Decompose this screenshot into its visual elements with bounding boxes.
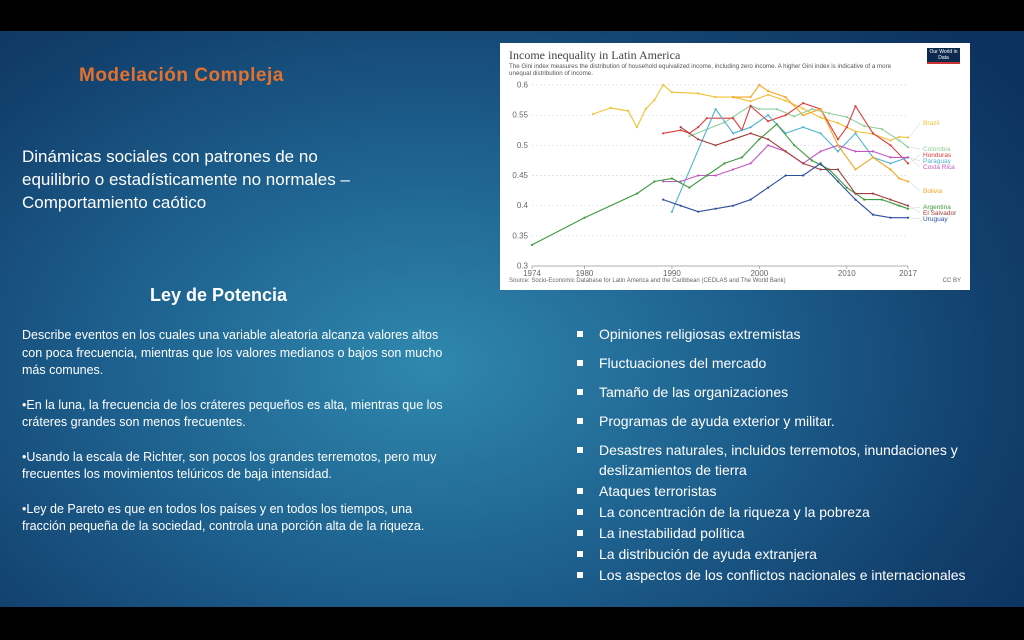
data-point [662, 84, 664, 86]
legend-connector [909, 123, 920, 137]
data-point [872, 214, 874, 216]
data-point [854, 193, 856, 195]
chart-source: Source: Socio-Economic Database for Latin America and the Caribbean (CEDLAS and The World Bank) [509, 278, 786, 284]
series-label: Honduras [923, 152, 952, 159]
data-point [837, 144, 839, 146]
data-point [872, 132, 874, 134]
data-point [662, 199, 664, 201]
data-point [750, 96, 752, 98]
data-point [889, 156, 891, 158]
list-item: Programas de ayuda exterior y militar. [575, 411, 1015, 431]
legend-connector [909, 207, 920, 209]
list-item: La concentración de la riqueza y la pobreza [575, 502, 1015, 522]
x-tick-label: 1990 [663, 269, 681, 278]
data-point [715, 208, 717, 210]
square-bullet-icon [577, 551, 583, 557]
data-point [750, 132, 752, 134]
data-point [531, 244, 533, 246]
data-point [750, 105, 752, 107]
data-point [680, 126, 682, 128]
series-label: Bolivia [923, 188, 943, 195]
data-point [662, 180, 664, 182]
data-point [732, 96, 734, 98]
square-bullet-icon [577, 360, 583, 366]
data-point [907, 162, 909, 164]
owid-logo: Our World in Data [927, 48, 960, 64]
data-point [846, 126, 848, 128]
series-line [532, 124, 908, 245]
data-point [907, 146, 909, 148]
data-point [706, 174, 708, 176]
slide-title: Modelación Compleja [79, 65, 284, 86]
data-point [767, 138, 769, 140]
data-point [820, 132, 822, 134]
x-tick-label: 2000 [750, 269, 769, 278]
data-point [854, 168, 856, 170]
data-point [802, 162, 804, 164]
data-point [662, 132, 664, 134]
legend-connector [909, 218, 920, 219]
series-label: Paraguay [923, 158, 951, 165]
data-point [785, 114, 787, 116]
data-point [854, 150, 856, 152]
data-point [715, 174, 717, 176]
chart-title: Income inequality in Latin America [509, 48, 681, 62]
series-label: Colombia [923, 146, 951, 153]
y-tick-label: 0.6 [516, 80, 528, 90]
data-point [610, 107, 612, 109]
list-item: Ataques terroristas [575, 481, 1015, 501]
series-line [593, 85, 908, 141]
data-point [732, 132, 734, 134]
x-tick-label: 2010 [837, 269, 856, 278]
paragraph-richter: •Usando la escala de Richter, son pocos los grandes terremotos, pero muy frecuentes los movimientos telúricos de baja intensidad. [22, 449, 437, 481]
data-point [863, 125, 865, 127]
data-point [907, 208, 909, 210]
data-point [863, 199, 865, 201]
gini-line-chart [500, 43, 970, 290]
data-point [697, 126, 699, 128]
data-point [898, 205, 900, 207]
square-bullet-icon [577, 389, 583, 395]
series-line [663, 163, 908, 217]
legend-connector [909, 157, 920, 161]
data-point [854, 199, 856, 201]
data-point [889, 144, 891, 146]
data-point [645, 108, 647, 110]
x-tick-label: 2017 [899, 269, 917, 278]
data-point [872, 193, 874, 195]
data-point [846, 187, 848, 189]
series-label: Costa Rica [923, 164, 955, 171]
data-point [820, 162, 822, 164]
data-point [715, 96, 717, 98]
data-point [889, 168, 891, 170]
data-point [592, 113, 594, 115]
data-point [881, 128, 883, 130]
data-point [767, 90, 769, 92]
series-label: El Salvador [923, 210, 957, 217]
y-tick-label: 0.45 [512, 171, 528, 180]
data-point [688, 135, 690, 137]
data-point [907, 156, 909, 158]
data-point [715, 108, 717, 110]
data-point [627, 110, 629, 112]
section-title: Ley de Potencia [150, 285, 288, 305]
data-point [793, 115, 795, 117]
x-tick-label: 1974 [523, 269, 541, 278]
data-point [697, 174, 699, 176]
list-item: Desastres naturales, incluidos terremotos, inundaciones y deslizamientos de tierra [575, 440, 1015, 480]
list-item: Opiniones religiosas extremistas [575, 324, 1015, 344]
data-point [889, 162, 891, 164]
series-label: Uruguay [923, 216, 948, 223]
data-point [811, 159, 813, 161]
data-point [767, 114, 769, 116]
data-point [907, 205, 909, 207]
paragraph-moon-craters: •En la luna, la frecuencia de los cráteres pequeños es alta, mientras que los cráteres grandes son menos frecuentes. [22, 397, 443, 429]
data-point [750, 162, 752, 164]
data-point [802, 126, 804, 128]
data-point [671, 177, 673, 179]
data-point [776, 108, 778, 110]
y-tick-label: 0.3 [516, 261, 528, 271]
data-point [898, 139, 900, 141]
list-item: La inestabilidad política [575, 523, 1015, 543]
data-point [837, 150, 839, 152]
series-label: Brazil [923, 120, 940, 127]
data-point [889, 217, 891, 219]
data-point [872, 156, 874, 158]
data-point [837, 122, 839, 124]
list-item: Fluctuaciones del mercado [575, 353, 1015, 373]
data-point [680, 129, 682, 131]
data-point [636, 126, 638, 128]
data-point [820, 117, 822, 119]
data-point [758, 138, 760, 140]
data-point [636, 193, 638, 195]
legend-connector [909, 182, 920, 191]
data-point [889, 199, 891, 201]
data-point [767, 187, 769, 189]
y-tick-label: 0.5 [516, 140, 528, 150]
slide [0, 31, 1024, 607]
data-point [793, 144, 795, 146]
chart-description: The Gini index measures the distribution of household equivalized income, including zero income. A higher Gini index is indicative of a more unequal distribution of income. [509, 63, 892, 77]
data-point [802, 107, 804, 109]
examples-list [575, 324, 1015, 585]
list-item: Los aspectos de los conflictos nacionales e internacionales [575, 565, 1015, 585]
data-point [802, 174, 804, 176]
data-point [846, 116, 848, 118]
data-point [776, 123, 778, 125]
chart-license: CC BY [942, 278, 961, 284]
data-point [732, 138, 734, 140]
data-point [723, 162, 725, 164]
list-item: La distribución de ayuda extranjera [575, 544, 1015, 564]
series-line [672, 109, 908, 212]
data-point [785, 100, 787, 102]
data-point [758, 84, 760, 86]
data-point [802, 114, 804, 116]
data-point [741, 156, 743, 158]
data-point [907, 136, 909, 138]
data-point [767, 120, 769, 122]
paragraph-definition: Describe eventos en los cuales una variable aleatoria alcanza valores altos con poca frecuencia, mientras que los valores medianos o bajos son mucho más comunes. [22, 328, 443, 377]
power-law-description [22, 327, 452, 553]
series-line [689, 106, 908, 148]
square-bullet-icon [577, 447, 583, 453]
data-point [688, 187, 690, 189]
square-bullet-icon [577, 488, 583, 494]
data-point [907, 180, 909, 182]
data-point [811, 108, 813, 110]
data-point [881, 199, 883, 201]
data-point [802, 102, 804, 104]
data-point [706, 117, 708, 119]
series-label: Argentina [923, 204, 951, 211]
data-point [785, 174, 787, 176]
data-point [697, 211, 699, 213]
square-bullet-icon [577, 572, 583, 578]
data-point [671, 91, 673, 93]
y-tick-label: 0.4 [516, 201, 528, 211]
data-point [680, 205, 682, 207]
data-point [872, 150, 874, 152]
data-point [854, 132, 856, 134]
data-point [671, 211, 673, 213]
legend-connector [909, 147, 920, 149]
data-point [820, 168, 822, 170]
square-bullet-icon [577, 418, 583, 424]
data-point [889, 139, 891, 141]
data-point [898, 136, 900, 138]
data-point [828, 112, 830, 114]
data-point [653, 180, 655, 182]
data-point [697, 92, 699, 94]
data-point [907, 217, 909, 219]
data-point [785, 96, 787, 98]
data-point [767, 94, 769, 96]
data-point [750, 199, 752, 201]
data-point [898, 177, 900, 179]
data-point [820, 108, 822, 110]
data-point [837, 168, 839, 170]
data-point [732, 205, 734, 207]
data-point [837, 138, 839, 140]
paragraph-pareto: •Ley de Pareto es que en todos los países y en todos los tiempos, una fracción pequeña de la sociedad, controla una porción alta de la riqueza. [22, 501, 425, 533]
x-tick-label: 1980 [575, 269, 594, 278]
legend-connector [909, 206, 920, 213]
data-point [767, 144, 769, 146]
data-point [715, 144, 717, 146]
slide-subtitle: Dinámicas sociales con patrones de no equilibrio o estadísticamente no normales – Comportamiento caótico [22, 147, 350, 212]
y-tick-label: 0.55 [512, 110, 528, 120]
data-point [854, 105, 856, 107]
data-point [750, 100, 752, 102]
y-tick-label: 0.35 [512, 231, 528, 241]
square-bullet-icon [577, 509, 583, 515]
data-point [653, 99, 655, 101]
data-point [750, 126, 752, 128]
data-point [732, 117, 734, 119]
data-point [732, 168, 734, 170]
data-point [758, 108, 760, 110]
data-point [583, 217, 585, 219]
list-item: Tamaño de las organizaciones [575, 382, 1015, 402]
data-point [820, 150, 822, 152]
square-bullet-icon [577, 331, 583, 337]
square-bullet-icon [577, 530, 583, 536]
data-point [697, 138, 699, 140]
data-point [785, 150, 787, 152]
chart-panel [500, 43, 970, 290]
data-point [837, 180, 839, 182]
